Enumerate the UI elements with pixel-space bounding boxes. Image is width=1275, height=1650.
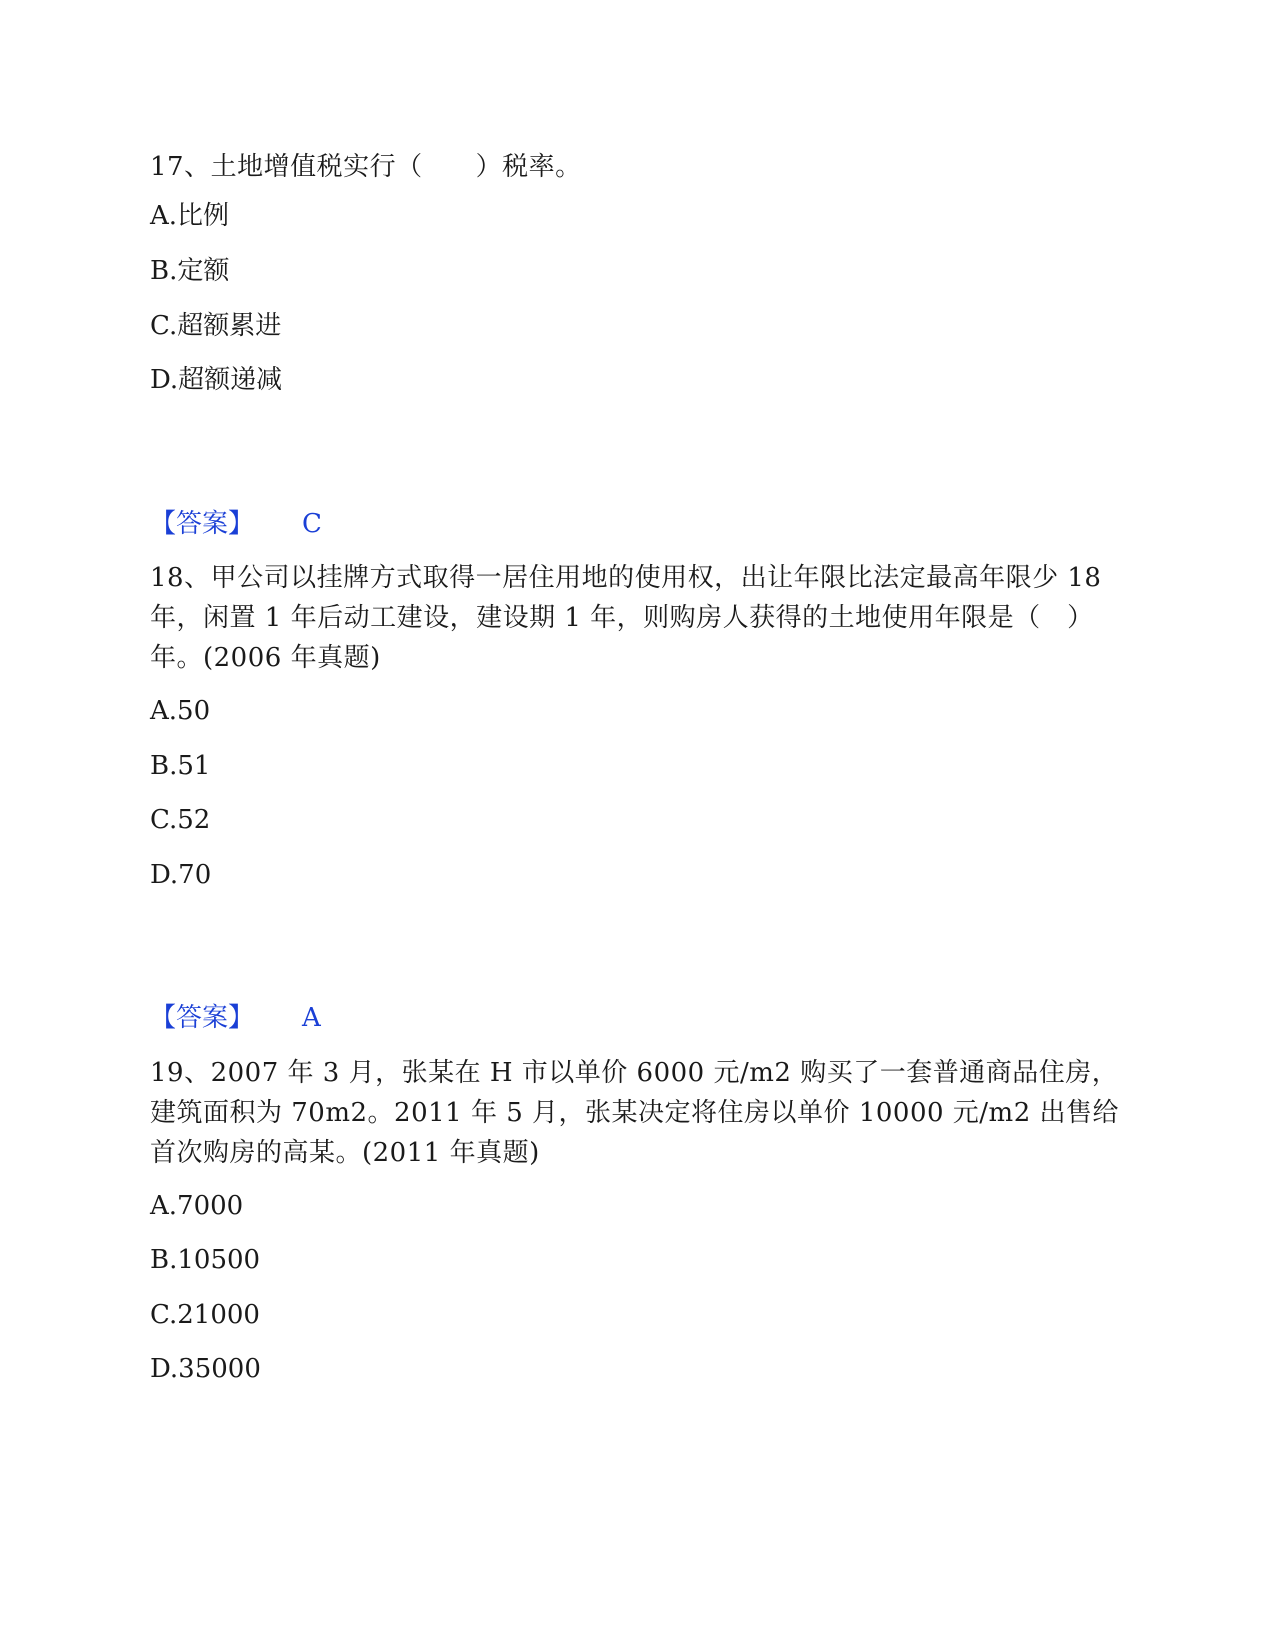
- answer-label: 【答案】: [150, 509, 255, 539]
- question-18-answer: [150, 1002, 321, 1034]
- answer-label: 【答案】: [150, 1003, 255, 1033]
- question-18-stem: 18、甲公司以挂牌方式取得一居住用地的使用权，出让年限比法定最高年限少 18 年，闲置 1 年后动工建设，建设期 1 年，则购房人获得的土地使用年限是（ ）年。(2006 年真题): [150, 563, 1102, 673]
- question-18-option-d: D.70: [150, 860, 212, 890]
- question-18-option-c: C.52: [150, 805, 211, 835]
- question-17-option-a: A.比例: [150, 201, 230, 231]
- answer-value: C: [302, 509, 322, 539]
- question-19-stem: 19、2007 年 3 月，张某在 H 市以单价 6000 元/m2 购买了一套普通商品住房，建筑面积为 70m2。2011 年 5 月，张某决定将住房以单价 10000 元/m2 出售给首次购房的高某。(2011 年真题): [150, 1058, 1120, 1168]
- question-19-option-b: B.10500: [150, 1245, 261, 1275]
- question-19-option-c: C.21000: [150, 1300, 260, 1330]
- question-17-option-b: B.定额: [150, 256, 230, 286]
- question-17-option-d: D.超额递减: [150, 365, 283, 395]
- question-18-option-b: B.51: [150, 751, 211, 781]
- question-19-option-d: D.35000: [150, 1354, 261, 1384]
- question-17-answer: [150, 508, 322, 540]
- question-17-stem: 17、土地增值税实行（ ）税率。: [150, 152, 582, 182]
- question-17-option-c: C.超额累进: [150, 311, 282, 341]
- question-19-option-a: A.7000: [150, 1191, 244, 1221]
- answer-value: A: [302, 1003, 321, 1033]
- question-18-option-a: A.50: [150, 696, 211, 726]
